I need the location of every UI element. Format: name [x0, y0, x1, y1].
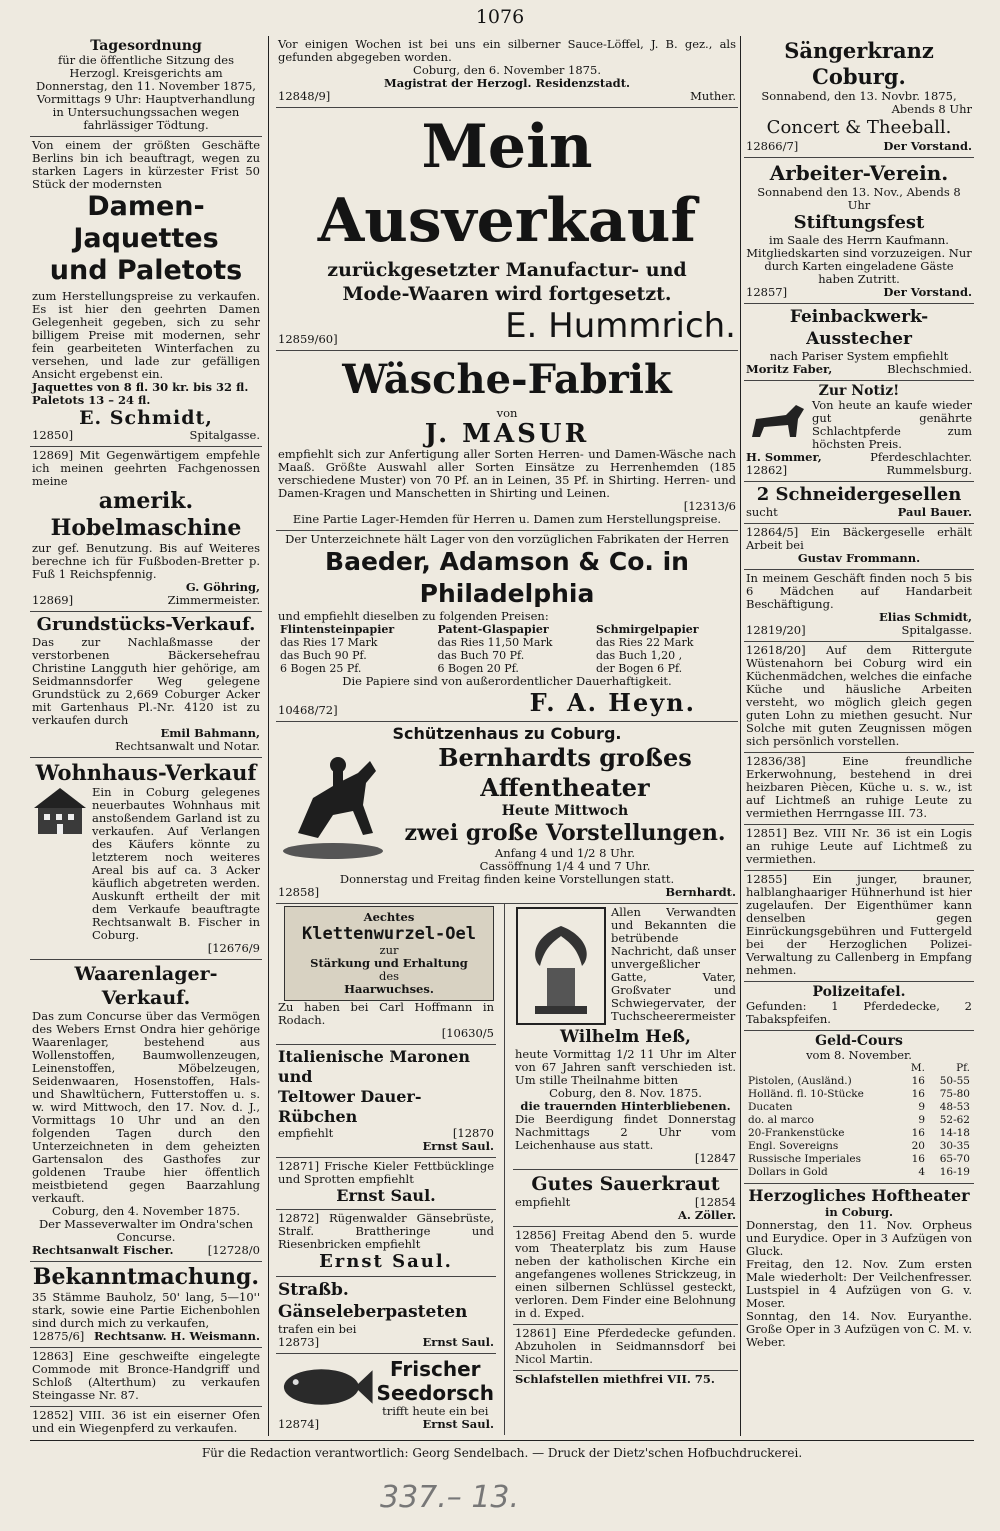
ad-schluessel	[513, 1227, 738, 1325]
table-cell: 9	[918, 1101, 925, 1113]
table-cell: 14-18	[939, 1127, 970, 1139]
ad-headline: Arbeiter-Verein.	[769, 161, 949, 185]
table-cell: Russische Imperiales	[748, 1153, 862, 1165]
ad-notiz	[744, 381, 974, 482]
ad-venue: Schützenhaus zu Coburg.	[392, 724, 622, 743]
column-rule-left	[268, 36, 269, 1436]
unit-header: M.	[910, 1062, 925, 1074]
ad-waarenlager	[30, 960, 262, 1262]
ad-kieler	[276, 1158, 496, 1210]
ad-date: Coburg, den 8. Nov. 1875.	[549, 1086, 702, 1100]
ad-huehnerhund	[744, 871, 974, 982]
center-subcol-left	[276, 904, 496, 1435]
label-line: Haarwuchses.	[344, 982, 434, 996]
table-cell: das Buch 70 Pf.	[437, 649, 525, 662]
ad-signature: Ernst Saul.	[319, 1251, 453, 1272]
ad-text: 12855] Ein junger, brauner, halblanghaariger Hühnerhund ist hier zugelaufen. Der Eigenthümer kann denselben gegen Einrückungsgebühren und Futtergeld bei der Herzoglichen Polizei-Verwaltung zu Callenberg in Empfang nehmen.	[746, 872, 972, 977]
label-line: Klettenwurzel-Oel	[302, 924, 476, 944]
ad-feinbackwerk	[744, 304, 974, 381]
column-rule-right	[740, 36, 741, 1436]
memorial-icon	[515, 906, 607, 1026]
ad-klettenwurzel	[276, 904, 496, 1045]
ad-pferdedecke	[513, 1325, 738, 1371]
ad-ref: 10468/72]	[278, 703, 338, 717]
ad-geldcours	[744, 1031, 974, 1184]
table-cell: Holländ. fl. 10-Stücke	[748, 1088, 864, 1100]
ad-ausverkauf	[276, 108, 738, 351]
table-cell: Pistolen, (Ausländ.)	[748, 1075, 852, 1087]
ad-ofen	[30, 1407, 262, 1436]
ad-headline: Geld-Cours	[815, 1033, 903, 1049]
ad-text: 12863] Eine geschweifte eingelegte Commode mit Bronce-Handgriff und Schloß (Alterthum) zu verkaufen Steingasse Nr. 87.	[32, 1349, 260, 1402]
ad-line-3: Anfang 4 und 1/2 8 Uhr.	[494, 846, 636, 860]
ad-line-2: zwei große Vorstellungen.	[404, 820, 726, 846]
table-cell: do. al marco	[748, 1114, 814, 1126]
ad-strassburg	[276, 1277, 496, 1354]
ad-todesanzeige	[513, 904, 738, 1170]
ad-headline: Feinbackwerk-Ausstecher	[789, 307, 929, 349]
ad-signature: Ernst Saul.	[422, 1417, 494, 1431]
ad-ref: [12313/6	[683, 499, 736, 513]
ad-signature: Ernst Saul.	[422, 1139, 494, 1153]
ad-sign: Der Vorstand.	[883, 285, 972, 299]
ad-text: 12872] Rügenwalder Gänsebrüste, Stralf. Brattheringe und Riesenbricken empfiehlt	[278, 1211, 494, 1251]
column-right	[744, 36, 974, 1436]
ad-headline: Wohnhaus-Verkauf	[35, 760, 257, 785]
table-cell: 16	[911, 1153, 925, 1165]
column-center	[276, 36, 738, 1436]
ad-logis	[744, 825, 974, 871]
table-cell: 4	[918, 1166, 925, 1178]
ad-date: vom 8. November.	[806, 1048, 912, 1062]
ad-signature: Ernst Saul.	[336, 1186, 436, 1205]
table-cell: 16-19	[939, 1166, 970, 1178]
ad-role: Pferdeschlachter.	[870, 450, 972, 464]
ad-line-3: empfiehlt	[278, 1126, 334, 1140]
ad-date: Sonnabend, den 13. Novbr. 1875,	[761, 89, 957, 103]
table-cell: 30-35	[939, 1140, 970, 1152]
ad-loeffel	[276, 36, 738, 108]
ad-name: Rechtsanw. H. Weismann.	[94, 1329, 260, 1343]
table-cell: das Buch 90 Pf.	[280, 649, 367, 662]
price-col: Schmirgelpapier	[595, 623, 699, 636]
price-table-header	[278, 623, 736, 636]
table-cell: Engl. Sovereigns	[748, 1140, 839, 1152]
ad-signature: Emil Bahmann,	[160, 726, 260, 740]
ad-body-3: Sonntag, den 14. Nov. Euryanthe. Große Oper in 3 Aufzügen von C. M. v. Weber.	[746, 1309, 972, 1349]
ad-ref: 12874]	[278, 1417, 320, 1431]
table-cell: 75-80	[939, 1088, 970, 1100]
ad-ref-2: 12869]	[32, 593, 74, 607]
ad-price-jaquettes: Jaquettes von 8 fl. 30 kr. bis 32 fl.	[32, 380, 249, 394]
ad-price-paletots: Paletots 13 – 24 fl.	[32, 393, 151, 407]
horse-rider-icon	[278, 743, 388, 861]
ad-signature: Paul Bauer.	[897, 505, 972, 519]
ad-line-1: Frischer	[390, 1356, 481, 1381]
center-subcol-divider	[504, 904, 505, 1435]
label-line: Stärkung und Erhaltung	[310, 956, 468, 970]
ad-ref: 12857]	[746, 285, 788, 299]
ad-sauerkraut	[513, 1170, 738, 1227]
unit-header: Pf.	[956, 1062, 970, 1074]
ad-body: Das zum Concurse über das Vermögen des Webers Ernst Ondra hier gehörige Waarenlager, bestehend aus Wollenstoffen, Baumwollenzeugen, Leinenstoffen, Möbelzeugen, Seidenwaaren, Hosenstoffen, Hals- und Shawltüchern, Futterstoffen u. s. w. wird Mittwoch, den 17. Nov. d. J., Vormittags 10 Uhr und an den folgenden Tagen durch den Unterzeichneten in dem geheizten Gartensalon des Gasthofes zur goldenen Traube hier öffentlich meistbietend gegen Baarzahlung verkauft.	[32, 1009, 260, 1205]
ad-text: für die öffentliche Sitzung des Herzogl. Kreisgerichts am Donnerstag, den 11. November 1875, Vormittags 9 Uhr: Hauptverhandlung in Untersuchungssachen wegen fahrlässiger Tödtung.	[36, 53, 256, 132]
price-col: Patent-Glaspapier	[437, 623, 549, 636]
ad-jaquettes	[30, 137, 262, 447]
ad-headline: Straßb. Gänseleberpasteten	[278, 1280, 468, 1322]
table-row	[746, 1088, 972, 1101]
table-cell: das Buch 1,20 ,	[595, 649, 683, 662]
ad-date: Coburg, den 6. November 1875.	[413, 63, 601, 77]
ad-signature: Elias Schmidt,	[879, 610, 972, 624]
ad-signature: Ernst Saul.	[422, 1335, 494, 1349]
ad-gaense	[276, 1210, 496, 1277]
table-cell: 65-70	[939, 1153, 970, 1165]
ad-name: Wilhelm Heß,	[560, 1027, 691, 1047]
ad-body: heute Vormittag 1/2 11 Uhr im Alter von 67 Jahren sanft verschieden ist. Um stille Theilnahme bitten	[515, 1047, 736, 1087]
ad-sign: die trauernden Hinterbliebenen.	[520, 1099, 731, 1113]
ad-ref: [12728/0	[207, 1243, 260, 1257]
table-cell: 16	[911, 1075, 925, 1087]
price-table	[278, 623, 736, 675]
label-line: des	[378, 969, 400, 983]
imprint-footer: Für die Redaction verantwortlich: Georg Sendelbach. — Druck der Dietz'schen Hofbuchdruckerei.	[201, 1446, 803, 1460]
ad-text: 12861] Eine Pferdedecke gefunden. Abzuholen in Seidmannsdorf bei Nicol Martin.	[515, 1326, 736, 1366]
ad-line-2: Teltower Dauer-Rübchen	[278, 1087, 422, 1126]
table-row	[746, 1075, 972, 1088]
ad-signature: E. Hummrich.	[505, 306, 736, 346]
ad-ref: 12848/9]	[278, 89, 331, 103]
table-cell: der Bogen 6 Pf.	[595, 662, 683, 675]
ad-wohnhaus	[30, 758, 262, 960]
ad-text: empfiehlt	[515, 1195, 571, 1209]
table-header	[746, 1062, 972, 1075]
ad-body: empfiehlt sich zur Anfertigung aller Sorten Herren- und Damen-Wäsche nach Maaß. Größte Auswahl aller Sorten Einsätze zu Herrenhemden (185 verschiedene Muster) von 70 Pf. an in Leinen, 35 Pf. in Shirting. Herren- und Damen-Kragen und Manschetten in Shirting und Leinen.	[278, 447, 736, 500]
ad-text: 12852] VIII. 36 ist ein eiserner Ofen und ein Wiegenpferd zu verkaufen.	[32, 1408, 260, 1435]
ad-text: Schlafstellen miethfrei VII. 75.	[515, 1372, 715, 1386]
ad-line-2: Seedorsch	[376, 1380, 494, 1405]
ad-grundstueck	[30, 612, 262, 758]
ad-headline: Mein Ausverkauf	[317, 112, 697, 256]
ad-footer: Eine Partie Lager-Hemden für Herren u. Damen zum Herstellungspreise.	[292, 512, 722, 526]
ad-line-4: Cassöffnung 1/4 4 und 7 Uhr.	[479, 859, 651, 873]
ad-street: Spitalgasse.	[189, 428, 260, 442]
ad-maedchen	[744, 570, 974, 642]
table-cell: das Ries 11,50 Mark	[437, 636, 553, 649]
ad-signature: Moritz Faber,	[746, 362, 833, 376]
ad-text: Allen Verwandten und Bekannten die betrübende Nachricht, daß unser unvergeßlicher Gatte, Vater, Großvater und Schwiegervater, der Tuchscheerermeister	[611, 905, 736, 1023]
ad-erkerwohnung	[744, 753, 974, 825]
ad-ref: [10630/5	[441, 1026, 494, 1040]
ad-text: trafen ein bei	[278, 1322, 357, 1336]
table-row	[746, 1114, 972, 1127]
ad-headline: Grundstücks-Verkauf.	[36, 614, 256, 635]
ad-ref: [12676/9	[207, 941, 260, 955]
center-split-row	[276, 904, 738, 1435]
ad-text: 12851] Bez. VIII Nr. 36 ist ein Logis an ruhige Leute auf Lichtmeß zu vermiethen.	[746, 826, 972, 866]
column-left	[30, 36, 262, 1436]
ad-bekanntmachung	[30, 1262, 262, 1348]
table-row	[278, 636, 736, 649]
ad-body: Zu haben bei Carl Hoffmann in Rodach.	[278, 1000, 494, 1027]
ad-commode	[30, 1348, 262, 1407]
table-row	[746, 1153, 972, 1166]
exchange-table	[746, 1062, 972, 1179]
ad-headline: Polizeitafel.	[812, 984, 906, 1000]
ad-date: Coburg, den 4. November 1875.	[52, 1204, 240, 1218]
price-col: Flintensteinpapier	[280, 623, 395, 636]
ad-baeder	[276, 531, 738, 722]
table-cell: Ducaten	[748, 1101, 793, 1113]
ad-role: Zimmermeister.	[167, 593, 260, 607]
ad-funeral: Die Beerdigung findet Donnerstag Nachmittags 2 Uhr vom Leichenhause aus statt.	[515, 1112, 736, 1152]
ad-street: Spitalgasse.	[901, 623, 972, 637]
ad-signature: F. A. Heyn.	[529, 688, 696, 717]
ad-signature: Gustav Frommann.	[797, 551, 921, 565]
ad-sign: Der Vorstand.	[883, 139, 972, 153]
ad-ref: 12850]	[32, 428, 74, 442]
ad-ref: 12869]	[32, 448, 74, 462]
ad-von: von	[496, 406, 518, 420]
ad-line-1: Heute Mittwoch	[501, 803, 629, 819]
ad-ref: [12854	[694, 1195, 736, 1209]
ad-line-3: trifft heute ein bei	[382, 1403, 489, 1418]
table-row	[746, 1101, 972, 1114]
ad-line-5: Donnerstag und Freitag finden keine Vorstellungen statt.	[339, 872, 675, 886]
ad-event: Concert & Theeball.	[766, 117, 952, 138]
ad-line-1: Italienische Maronen und	[278, 1047, 471, 1086]
table-cell: 16	[911, 1088, 925, 1100]
ad-ref: 12862]	[746, 463, 788, 477]
ad-role: Blechschmied.	[887, 362, 972, 376]
ad-schneider	[744, 482, 974, 524]
ad-headline: Sängerkranz Coburg.	[784, 38, 934, 89]
ad-body: Ein in Coburg gelegenes neuerbautes Wohnhaus mit anstoßendem Garland ist zu verkaufen. Auf Verlangen des Käufers könnte zu letzterem noch weiteres Areal bis auf ca. 3 Acker käuflich abgetreten werden. Auskunft ertheilt der mit dem Verkaufe beauftragte Rechtsanwalt B. Fischer in Coburg.	[92, 785, 260, 942]
ad-maronen	[276, 1045, 496, 1158]
ad-line-2: Mode-Waaren wird fortgesetzt.	[342, 283, 672, 305]
ad-affentheater	[276, 722, 738, 904]
ad-schlafstellen	[513, 1371, 738, 1390]
ad-text: Von heute an kaufe wieder gut genährte Schlachtpferde zum höchsten Preis.	[812, 398, 972, 451]
label-line: zur	[379, 943, 399, 957]
footer-rule	[30, 1440, 974, 1441]
table-cell: 52-62	[939, 1114, 970, 1126]
center-subcol-right	[513, 904, 738, 1435]
ad-kuechenmaedchen	[744, 642, 974, 753]
ad-headline-2: und Paletots	[49, 255, 243, 286]
table-row	[746, 1140, 972, 1153]
table-cell: 48-53	[939, 1101, 970, 1113]
ad-authority: Magistrat der Herzogl. Residenzstadt.	[383, 76, 631, 90]
table-cell: 6 Bogen 25 Pf.	[280, 662, 362, 675]
fish-icon	[278, 1356, 373, 1418]
table-row	[746, 1127, 972, 1140]
ad-sub: in Coburg.	[824, 1205, 894, 1219]
ad-signature: G. Göhring,	[185, 580, 260, 594]
table-cell: 20	[911, 1140, 925, 1152]
table-cell: das Ries 17 Mark	[280, 636, 378, 649]
ad-text: 12856] Freitag Abend den 5. wurde vom Theaterplatz bis zum Hause neben der katholischen Kirche ein angefangenes wollenes Strickzeug, in einen silbernen Schlüssel gesteckt, verloren. Dem Finder eine Belohnung in d. Exped.	[515, 1228, 736, 1320]
ad-event: Stiftungsfest	[793, 212, 925, 233]
ad-saengerkranz	[744, 36, 974, 158]
ad-body: zum Herstellungspreise zu verkaufen. Es ist hier den geehrten Damen Gelegenheit gegeben, sich zu sehr billigem Preise mit modernen, sehr fein gearbeiteten Winterfachen zu versehen, und lade zur gefälligen Ansicht ergebenst ein.	[32, 289, 260, 381]
table-cell: 16	[911, 1127, 925, 1139]
ad-body: zur gef. Benutzung. Bis auf Weiteres berechne ich für Fußboden-Bretter p. Fuß 1 Reichspfennig.	[32, 541, 260, 581]
ad-signature: A. Zöller.	[677, 1208, 736, 1222]
ad-headline: Zur Notiz!	[818, 383, 900, 399]
ad-title: Tagesordnung	[90, 38, 202, 54]
house-icon	[32, 786, 88, 836]
ad-seedorsch	[276, 1354, 496, 1435]
ad-signature: Bernhardt.	[665, 885, 736, 899]
ad-body: Das zur Nachlaßmasse der verstorbenen Bäckersehefrau Christine Langguth hier gehörige, am Seidmannsdorfer Weg gelegene Grundstück zu 2,669 Coburger Acker mit Gartenhaus Pl.-Nr. 4120 ist zu verkaufen durch	[32, 635, 260, 727]
ad-text: 12864/5] Ein Bäckergeselle erhält Arbeit bei	[746, 525, 972, 552]
ad-text: Vor einigen Wochen ist bei uns ein silberner Sauce-Löffel, J. B. gez., als gefunden abgegeben worden.	[278, 37, 736, 64]
ad-ref: [12870	[452, 1126, 494, 1140]
ad-headline: amerik. Hobelmaschine	[50, 488, 242, 541]
ad-ref: [12847	[694, 1151, 736, 1165]
ad-headline: Damen-Jaquettes	[73, 191, 219, 254]
table-cell: 20-Frankenstücke	[748, 1127, 845, 1139]
ad-text: 12618/20] Auf dem Rittergute Wüstenahorn bei Coburg wird ein Küchenmädchen, welches die einfache Küche und häusliche Arbeiten versteht, wo möglich gleich gegen guten Lohn zu miethen gesucht. Nur Solche mit guten Zeugnissen mögen sich persönlich vorstellen.	[746, 643, 972, 748]
ad-headline: 2 Schneidergesellen	[756, 484, 962, 505]
table-cell: 9	[918, 1114, 925, 1126]
ad-arbeiterverein	[744, 158, 974, 304]
ad-text: 12836/38] Eine freundliche Erkerwohnung, bestehend in drei heizbaren Piècen, Küche u. s. w., ist auf Lichtmeß an ruhige Leute zu vermiethen Herrngasse III. 73.	[746, 754, 972, 820]
ad-headline: Gutes Sauerkraut	[531, 1173, 720, 1195]
table-row	[746, 1166, 972, 1179]
table-cell: 6 Bogen 20 Pf.	[437, 662, 519, 675]
ad-text: 12871] Frische Kieler Fettbücklinge und Sprotten empfiehlt	[278, 1159, 494, 1186]
ad-tagesordnung	[30, 36, 262, 137]
ad-ref: 12873]	[278, 1335, 320, 1349]
ad-date: Sonnabend den 13. Nov., Abends 8 Uhr	[757, 185, 961, 212]
archive-mark: 337.– 13.	[380, 1480, 520, 1515]
label-line: Aechtes	[363, 910, 415, 924]
ad-signature: J. MASUR	[424, 419, 590, 449]
ad-polizeitafel	[744, 982, 974, 1031]
ad-time: Abends 8 Uhr	[891, 102, 972, 116]
ad-baeckergeselle	[744, 524, 974, 570]
ad-signature: E. Schmidt,	[79, 407, 213, 429]
ad-hobelmaschine	[30, 447, 262, 612]
ad-body: im Saale des Herrn Kaufmann. Mitgliedskarten sind vorzuzeigen. Nur durch Karten eingeladene Gäste haben Zutritt.	[746, 233, 972, 286]
ad-line-1: zurückgesetzter Manufactur- und	[327, 259, 687, 281]
ad-body-1: Donnerstag, den 11. Nov. Orpheus und Eurydice. Oper in 3 Aufzügen von Gluck.	[746, 1218, 972, 1258]
ad-headline: Herzogliches Hoftheater	[748, 1186, 970, 1205]
ad-headline: Baeder, Adamson & Co. in Philadelphia	[325, 547, 689, 608]
ad-headline: Wäsche-Fabrik	[342, 356, 672, 403]
ad-headline: Bernhardts großes Affentheater	[438, 743, 692, 802]
ad-street: Rummelsburg.	[886, 463, 972, 477]
ad-sub: und empfiehlt dieselben zu folgenden Preisen:	[278, 609, 549, 623]
ad-text: nach Pariser System empfiehlt	[769, 349, 949, 363]
ad-ref: 12819/20]	[746, 623, 806, 637]
ad-name: Rechtsanwalt Fischer.	[32, 1243, 174, 1257]
ad-role: Rechtsanwalt und Notar.	[115, 739, 260, 753]
klettenwurzel-label	[284, 906, 494, 1001]
ad-body-2: Freitag, den 12. Nov. Zum ersten Male wiederholt: Der Veilchenfresser. Lustspiel in 4 Aufzügen von G. v. Moser.	[746, 1257, 972, 1310]
ad-intro: Der Unterzeichnete hält Lager von den vorzüglichen Fabrikaten der Herren	[285, 532, 729, 546]
ad-note: Die Papiere sind von außerordentlicher Dauerhaftigkeit.	[342, 674, 672, 688]
ad-headline: Bekanntmachung.	[32, 1264, 260, 1290]
page-number: 1076	[475, 6, 525, 28]
horse-icon	[746, 399, 808, 445]
ad-ref: 12875/6]	[32, 1329, 85, 1343]
ad-ref: 12866/7]	[746, 139, 799, 153]
ad-text: Gefunden: 1 Pferdedecke, 2 Tabakspfeifen.	[746, 999, 972, 1026]
ad-hoftheater	[744, 1184, 974, 1353]
ad-body: 35 Stämme Bauholz, 50' lang, 5—10'' stark, sowie eine Partie Eichenbohlen sind durch mich zu verkaufen,	[32, 1290, 260, 1330]
ad-intro: Mit Gegenwärtigem empfehle ich meinen geehrten Fachgenossen meine	[32, 448, 260, 488]
table-row	[278, 649, 736, 662]
ad-signature: H. Sommer,	[746, 450, 822, 464]
ad-text: sucht	[746, 505, 778, 519]
table-cell: das Ries 22 Mark	[595, 636, 694, 649]
ad-intro: Von einem der größten Geschäfte Berlins bin ich beauftragt, wegen zu starken Lagers in kürzester Frist 50 Stück der modernsten	[32, 138, 260, 191]
table-cell: Dollars in Gold	[748, 1166, 828, 1178]
table-cell: 50-55	[939, 1075, 970, 1087]
ad-by: Der Masseverwalter im Ondra'schen Concurse.	[38, 1217, 254, 1244]
ad-waesche	[276, 351, 738, 531]
ad-ref: 12858]	[278, 885, 320, 899]
ad-headline: Waarenlager-Verkauf.	[74, 963, 218, 1009]
ad-text: In meinem Geschäft finden noch 5 bis 6 Mädchen auf Handarbeit Beschäftigung.	[746, 571, 972, 611]
ad-ref: 12859/60]	[278, 332, 338, 346]
ad-name: Muther.	[690, 89, 736, 103]
